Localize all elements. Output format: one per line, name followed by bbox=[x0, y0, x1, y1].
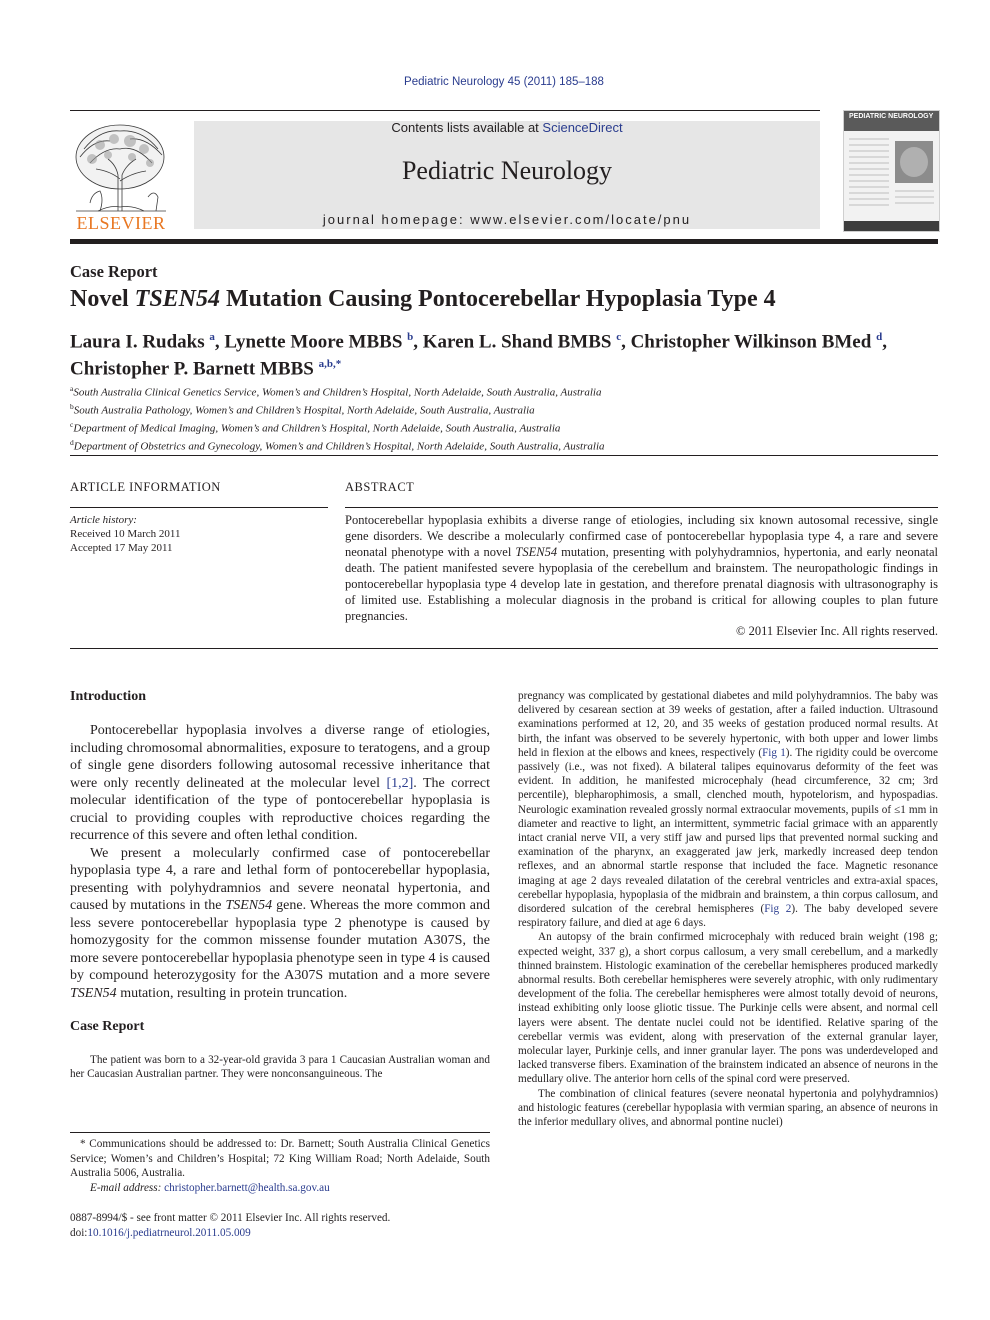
history-label: Article history: bbox=[70, 514, 137, 526]
affiliation-item: $^a$South Australia Clinical Genetics Service, Women’s and Children’s Hospital, North Adelaide, South Australia, Australia bbox=[70, 384, 602, 399]
front-matter bbox=[70, 1211, 390, 1241]
figure-link[interactable]: Fig 2 bbox=[764, 903, 792, 916]
section-rule bbox=[70, 648, 938, 649]
title-prefix: Novel bbox=[70, 286, 135, 312]
received-date: Received 10 March 2011 bbox=[70, 528, 181, 540]
footnote-rule bbox=[70, 1132, 490, 1133]
correspondence-text: * Communications should be addressed to: Dr. Barnett; South Australia Clinical Genetics Service; Women’s and Children’s Hospital; 72 King William Road; North Adelaide, South Australia 5006, Australia. bbox=[70, 1138, 490, 1179]
author-affil-link[interactable]: a bbox=[209, 331, 215, 343]
sciencedirect-link[interactable]: ScienceDirect bbox=[542, 120, 623, 135]
intro-paragraph: We present a molecularly confirmed case of pontocerebellar hypoplasia type 4, a rare and lethal form of pontocerebellar hypoplasia, presenting with polyhydramnios and severe neonatal hypertonia, and caused by mutations in the TSEN54 gene. Whereas the more common and less severe pontocerebellar hypoplasia type 2 phenotype is caused by homozygosity for the common missense founder mutation A307S, the more severe pontocerebellar hypoplasia phenotype seen in type 4 is caused by compound heterozygosity for the A307S mutation and a more severe TSEN54 mutation, resulting in protein truncation. bbox=[70, 845, 490, 1001]
author-affil-link[interactable]: d bbox=[876, 331, 883, 343]
journal-homepage[interactable]: journal homepage: www.elsevier.com/locate/pnu bbox=[322, 212, 692, 227]
abstract-heading: ABSTRACT bbox=[345, 480, 415, 494]
case-paragraph: pregnancy was complicated by gestational diabetes and mild polyhydramnios. The baby was delivered by cesarean section at 39 weeks of gestation, after a failed induction. Ultrasound examinations performed at 12, 20, and 35 weeks of gestation produced normal results. At birth, the infant was observed to be severely hypertonic, with both upper and lower limbs held in flexion at the elbows and knees, respectively (Fig 1). The rigidity could be overcome passively (i.e., was not fixed). A bilateral talipes equinovarus deformity of the feet was evident. In addition, he manifested microcephaly (head circumference, 32 cm; 3rd percentile), blepharophimosis, a small, clenched mouth, hypotelorism, and hypospadias. Neurologic examination revealed grossly normal extraocular movements, pupils of ≤1 mm in diameter and reactive to light, an intermittent, symmetric facial grimace with an apparently intact cranial nerve VII, a very stiff jaw and pursed lips that prevented normal sucking and examination of the pharynx, an exaggerated jaw jerk, markedly increased deep tendon reflexes, and an abnormal startle response that included the face. Magnetic resonance imaging at age 2 days revealed dilatation of the cerebral ventricles and extra-axial spaces, cerebellar hypoplasia, hypoplasia of the midbrain and brainstem, a thin corpus callosum, and disordered sulcation of the cerebral hemispheres (Fig 2). The baby developed severe respiratory failure, and died at age 6 days. bbox=[518, 690, 938, 930]
intro-paragraph: Pontocerebellar hypoplasia involves a diverse range of etiologies, including chromosomal abnormalities, exposure to teratogens, and a group of single gene disorders following autosomal recessive inheritance that were only recently delineated at the molecular level [1,2]. The correct molecular identification of the type of pontocerebellar hypoplasia is crucial to providing couples with reproductive choices regarding the recurrence of this severe and often lethal condition. bbox=[70, 723, 490, 843]
header-rule-top bbox=[70, 110, 820, 111]
elsevier-logo[interactable] bbox=[70, 119, 172, 234]
journal-citation[interactable]: Pediatric Neurology 45 (2011) 185–188 bbox=[404, 76, 604, 88]
affiliation-item: $^d$Department of Obstetrics and Gynecology, Women’s and Children’s Hospital, North Adelaide, South Australia, Australia bbox=[70, 438, 605, 454]
journal-cover-thumbnail[interactable] bbox=[843, 110, 940, 232]
affiliation-item: $^c$Department of Medical Imaging, Women’s and Children’s Hospital, North Adelaide, South Australia, Australia bbox=[70, 420, 561, 435]
body-left-column bbox=[70, 689, 490, 1081]
author-name[interactable]: Lynette Moore MBBS bbox=[224, 331, 403, 353]
doi-link[interactable]: 10.1016/j.pediatrneurol.2011.05.009 bbox=[87, 1227, 251, 1239]
author-name[interactable]: Christopher Wilkinson BMed bbox=[630, 331, 872, 353]
email-label: E-mail address: bbox=[90, 1181, 165, 1194]
contents-prefix: Contents lists available at bbox=[391, 120, 543, 135]
article-title bbox=[70, 286, 950, 313]
article-type: Case Report bbox=[70, 262, 158, 281]
author-affil-link[interactable]: c bbox=[616, 331, 622, 343]
article-history bbox=[70, 513, 180, 555]
abstract-copyright: © 2011 Elsevier Inc. All rights reserved. bbox=[735, 624, 938, 638]
cover-title: PEDIATRIC NEUROLOGY bbox=[844, 111, 939, 131]
cover-content-icon bbox=[849, 135, 934, 217]
author-name[interactable]: Karen L. Shand BMBS bbox=[422, 331, 612, 353]
figure-link[interactable]: Fig 1 bbox=[762, 746, 786, 759]
issn-line: 0887-8994/$ - see front matter © 2011 Elsevier Inc. All rights reserved. bbox=[70, 1212, 391, 1224]
abstract-rule bbox=[345, 507, 938, 508]
title-gene: TSEN54 bbox=[134, 286, 221, 312]
author-affil-link[interactable]: a,b,* bbox=[318, 358, 342, 371]
author-name[interactable]: Laura I. Rudaks bbox=[70, 331, 205, 353]
case-report-heading: Case Report bbox=[70, 1019, 145, 1034]
case-paragraph: The combination of clinical features (severe neonatal hypertonia and polyhydramnios) and histologic features (cerebellar hypoplasia with vermian sparing, an absence of neurons in the inferior medullary olives, and abnormal pontine nuclei) bbox=[518, 1087, 938, 1129]
elsevier-wordmark: ELSEVIER bbox=[76, 213, 166, 233]
case-paragraph: An autopsy of the brain confirmed microcephaly with reduced brain weight (198 g; expected weight, 337 g), a short corpus callosum, a very small cerebellum, and a markedly thinned brainstem. Histologic examination of the cerebellar hemispheres produced markedly abnormal results. Both cerebellar hemispheres were severely atrophic, with only rudimentary development of the folia. The cerebellar hemispheres were almost totally devoid of neurons, instead exhibiting only loose gliotic tissue. The Purkinje cells were absent, and normal cell layers were absent. The dentate nuclei could not be identified. Relative sparing of the cerebellar vermis was evident, along with preservation of the external granular layer, molecular layer, Purkinje cells, and inner granular layer. The pons was underdeveloped and lacked transverse fibers. Examination of the brainstem indicated an absence of neurons in the medullary olive. The anterior horn cells of the spinal cord were preserved. bbox=[518, 931, 938, 1086]
article-info-heading: ARTICLE INFORMATION bbox=[70, 480, 221, 494]
title-suffix: Mutation Causing Pontocerebellar Hypoplasia Type 4 bbox=[220, 286, 776, 312]
doi-label: doi: bbox=[70, 1227, 88, 1239]
email-link[interactable]: christopher.barnett@health.sa.gov.au bbox=[164, 1181, 330, 1194]
correspondence-footnote bbox=[70, 1137, 490, 1195]
reference-link[interactable]: [1,2] bbox=[386, 775, 414, 791]
author-name[interactable]: Christopher P. Barnett MBBS bbox=[70, 358, 314, 380]
author-affil-link[interactable]: b bbox=[407, 331, 414, 343]
info-rule bbox=[70, 507, 328, 508]
cover-footer bbox=[844, 221, 939, 231]
journal-title: Pediatric Neurology bbox=[401, 156, 613, 185]
section-rule bbox=[70, 455, 938, 456]
affiliation-list bbox=[70, 382, 950, 455]
body-right-column bbox=[518, 689, 938, 1129]
header-rule-bottom bbox=[70, 239, 938, 244]
author-list: Laura I. Rudaks $^a$, Lynette Moore MBBS $^b$, Karen L. Shand BMBS $^c$, Christopher Wilkinson BMed $^d$, Christopher P. Barnett MBBS $^{a,b,*}$ bbox=[70, 331, 887, 380]
accepted-date: Accepted 17 May 2011 bbox=[70, 542, 173, 554]
abstract-text: Pontocerebellar hypoplasia exhibits a diverse range of etiologies, including six known autosomal recessive, single gene disorders. We describe a molecularly confirmed case of pontocerebellar hypoplasia type 4, a rare and severe neonatal phenotype with a novel TSEN54 mutation, presenting with polyhydramnios, hypertonia, and early neonatal death. The patient manifested severe hypoplasia of the cerebellum and brainstem. The neuropathologic findings in pontocerebellar hypoplasia type 4 develop late in gestation, and therefore prenatal diagnosis with ultrasonography is of limited use. Establishing a molecular diagnosis in the proband is critical for allowing couples to plan future pregnancies. bbox=[345, 513, 938, 623]
affiliation-item: $^b$South Australia Pathology, Women’s and Children’s Hospital, North Adelaide, South Australia, Australia bbox=[70, 402, 535, 417]
contents-line bbox=[194, 120, 820, 135]
case-paragraph: The patient was born to a 32-year-old gravida 3 para 1 Caucasian Australian woman and her Caucasian Australian partner. They were nonconsanguineous. The bbox=[70, 1054, 490, 1081]
intro-heading: Introduction bbox=[70, 689, 146, 704]
